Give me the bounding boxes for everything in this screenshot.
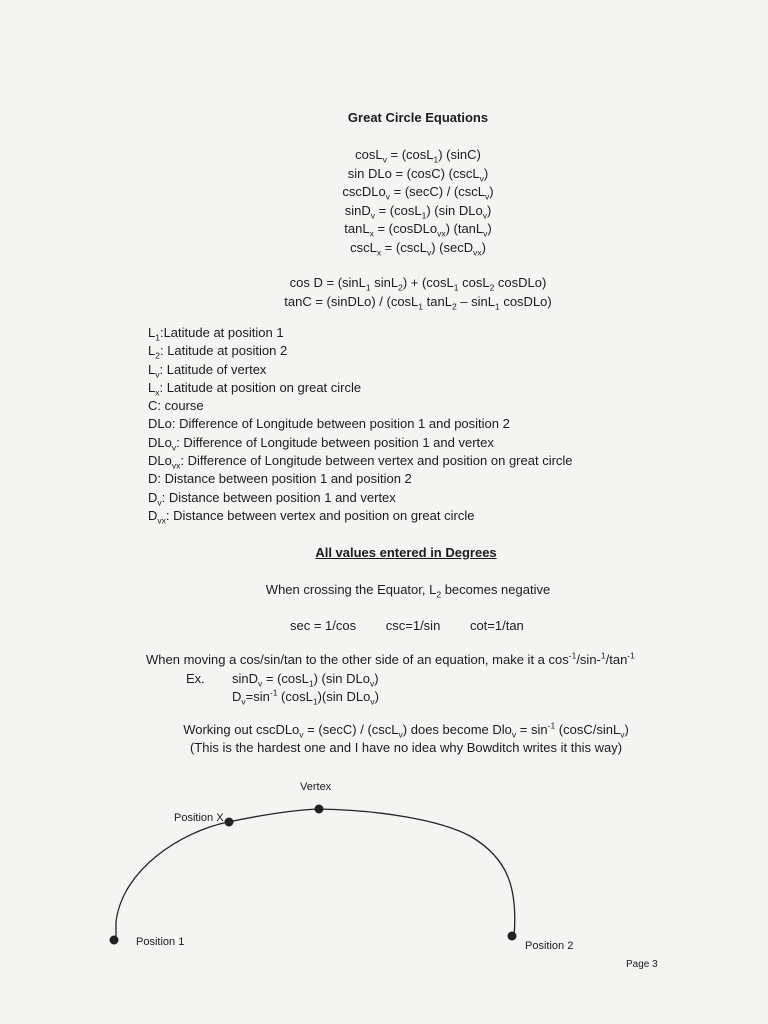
- page-title: Great Circle Equations: [347, 110, 489, 125]
- working-note-line: Working out cscDLo$_v$ = (secC) / (cscL$_v$) does become $Dlo_v = \sin^{-1} (\cos C/\sin L_v)$: [183, 720, 629, 740]
- equation-line: cos D = (sinL$_1$ sinL$_2$) + (cosL$_1$ cosL$_2$ cosDLo): [289, 275, 547, 293]
- great-circle-arc: [116, 809, 515, 940]
- position-2-point: [508, 932, 517, 941]
- trig-identity: csc=1/sin: [385, 618, 441, 633]
- trig-identity: sec = 1/cos: [290, 618, 357, 633]
- equation-line: sin DLo = (cosC) (cscL$_v$): [347, 165, 489, 184]
- definition-item: $L_v$: Latitude of vertex: [148, 361, 267, 380]
- example-line: $D_v=\sin^{-1}$ (cosL$_1$)(sin DLo$_v$): [232, 687, 379, 707]
- position-1-point: [110, 936, 119, 945]
- vertex-label: Vertex: [300, 781, 332, 793]
- definitions-list: [148, 324, 728, 525]
- equation-line: sinD$_v$ = (cosL$_1$) (sin DLo$_v$): [344, 202, 492, 221]
- vertex-equations: [0, 146, 768, 258]
- definition-item: $L_2$: Latitude at position 2: [148, 343, 288, 361]
- definition-item: C: course: [148, 398, 204, 414]
- working-note-line: (This is the hardest one and I have no idea why Bowditch writes it this way): [189, 740, 623, 755]
- definition-item: $D_{vx}$: Distance between vertex and position on great circle: [148, 507, 475, 526]
- equator-note: When crossing the Equator, $L_2$ becomes negative: [265, 582, 551, 600]
- degrees-subheading: All values entered in Degrees: [315, 545, 497, 560]
- great-circle-svg: [0, 770, 768, 970]
- position-x-point: [225, 818, 234, 827]
- page-number: Page 3: [626, 959, 658, 970]
- position-x-label: Position X: [174, 812, 224, 824]
- definition-item: DLo$_v$: Difference of Longitude between position 1 and vertex: [148, 434, 494, 453]
- equation-line: cscL$_x$ = (cscL$_v$) (secD$_{vx}$): [350, 239, 486, 258]
- definition-item: $D_v$: Distance between position 1 and vertex: [148, 489, 396, 508]
- position-1-label: Position 1: [136, 936, 185, 948]
- trig-identity: cot=1/tan: [469, 618, 524, 633]
- equation-line: tanC = (sinDLo) / (cosL$_1$ tanL$_2$ – sinL$_1$ cosDLo): [284, 293, 552, 312]
- working-note: [0, 721, 768, 757]
- great-circle-diagram: [0, 770, 768, 975]
- vertex-point: [315, 805, 324, 814]
- definition-item: DLo: Difference of Longitude between position 1 and position 2: [148, 416, 510, 432]
- definition-item: D: Distance between position 1 and position 2: [148, 471, 412, 487]
- definition-item: $L_x$: Latitude at position on great circle: [148, 379, 362, 398]
- equation-line: cscDLo$_v$ = (secC) / (cscL$_v$): [342, 184, 494, 202]
- inverse-function-note: When moving a cos/sin/tan to the other side of an equation, make it a $\cos^{-1}/\sin-^1/\tan^{-1}$: [146, 650, 635, 667]
- position-2-label: Position 2: [525, 940, 574, 952]
- equation-line: cosL$_v$ = (cosL$_1$) (sinC): [355, 147, 481, 165]
- equation-line: tanL$_x$ = (cosDLo$_{vx}$) (tanL$_v$): [344, 221, 492, 239]
- definition-item: DLo$_{vx}$: Difference of Longitude between vertex and position on great circle: [148, 453, 573, 471]
- example-line: sinD$_v$ = (cosL$_1$) (sin DLo$_v$): [232, 671, 379, 689]
- distance-course-equations: [0, 274, 768, 311]
- definition-item: $L_1:Latitude$ at position 1: [148, 325, 284, 343]
- trig-identities: [290, 618, 550, 633]
- example-label: Ex.: [186, 671, 205, 686]
